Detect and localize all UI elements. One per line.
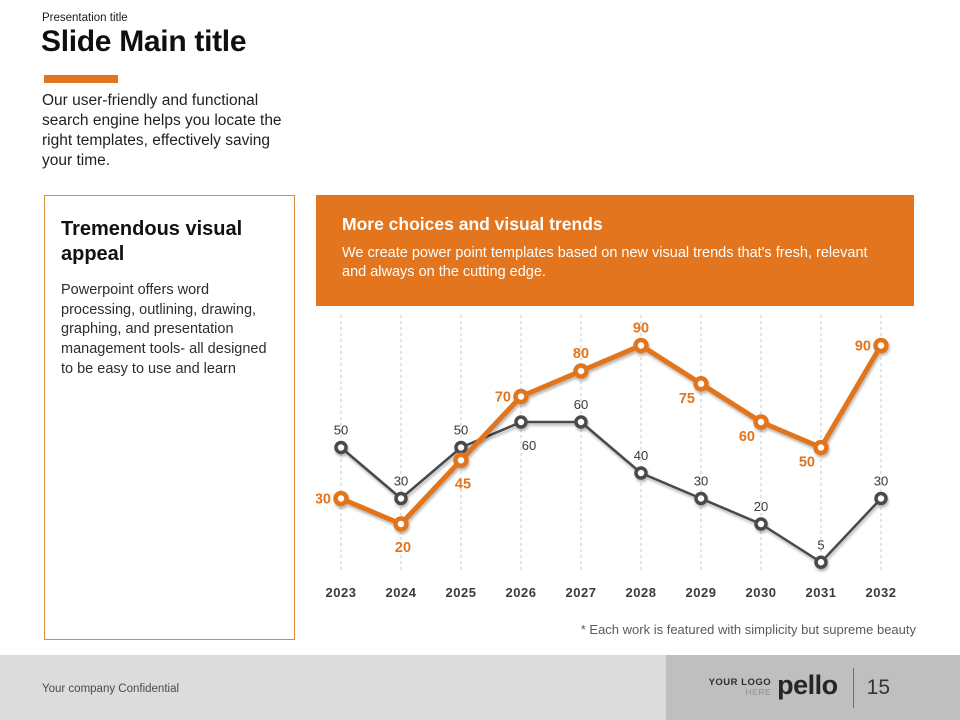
presentation-title: Presentation title [42, 12, 128, 24]
svg-text:2029: 2029 [685, 585, 717, 600]
chart-footnote: * Each work is featured with simplicity but supreme beauty [580, 622, 916, 637]
banner-body: We create power point templates based on new visual trends that's fresh, relevant and always on the cutting edge. [342, 245, 868, 281]
svg-text:5: 5 [817, 537, 825, 553]
footer-strip [0, 655, 960, 720]
svg-text:80: 80 [572, 346, 590, 362]
svg-text:2026: 2026 [505, 585, 537, 600]
logo-placeholder-line1: YOUR LOGO [708, 676, 772, 688]
svg-text:2023: 2023 [325, 585, 357, 600]
footer-divider [853, 668, 854, 708]
logo-placeholder [709, 678, 772, 698]
svg-text:2030: 2030 [745, 585, 777, 600]
svg-text:2027: 2027 [565, 585, 597, 600]
trend-line-chart [316, 310, 916, 605]
svg-text:2024: 2024 [385, 585, 417, 600]
banner-heading: More choices and visual trends [342, 214, 603, 234]
svg-text:20: 20 [753, 499, 769, 514]
svg-text:90: 90 [632, 320, 650, 337]
svg-text:60: 60 [738, 429, 755, 445]
logo-box [666, 655, 960, 720]
trends-banner [316, 195, 914, 306]
svg-text:50: 50 [333, 422, 349, 438]
svg-text:20: 20 [394, 540, 412, 556]
svg-text:30: 30 [873, 473, 889, 489]
svg-text:2028: 2028 [625, 585, 657, 600]
svg-text:30: 30 [393, 473, 409, 489]
confidential-label: Your company Confidential [42, 683, 180, 695]
svg-text:60: 60 [521, 438, 537, 453]
x-axis-labels [326, 585, 897, 600]
svg-text:60: 60 [573, 397, 589, 412]
svg-text:2032: 2032 [865, 585, 897, 600]
card-heading: Tremendous visual appeal [61, 218, 243, 265]
gridlines [341, 315, 881, 572]
slide-title: Slide Main title [41, 25, 247, 58]
svg-text:90: 90 [854, 338, 871, 355]
svg-text:50: 50 [453, 422, 469, 438]
logo-placeholder-line2: HERE [745, 687, 772, 698]
svg-text:50: 50 [798, 454, 815, 471]
svg-text:45: 45 [454, 476, 472, 493]
title-accent-bar [44, 75, 118, 83]
intro-paragraph: Our user-friendly and functional search engine helps you locate the right templates, effectively saving your time. [42, 92, 282, 169]
brand-logo: pello [777, 670, 838, 700]
page-number: 15 [866, 675, 890, 699]
svg-text:75: 75 [678, 390, 695, 407]
svg-text:2031: 2031 [805, 585, 837, 600]
chart-area [316, 310, 916, 605]
svg-text:30: 30 [693, 473, 709, 489]
svg-text:2025: 2025 [445, 585, 477, 600]
svg-text:30: 30 [316, 491, 331, 508]
card-body: Powerpoint offers word processing, outlining, drawing, graphing, and presentation management tools- all designed to be easy to use and learn [61, 282, 267, 377]
visual-appeal-card [44, 195, 295, 640]
orange-series [333, 340, 887, 530]
svg-text:70: 70 [494, 389, 511, 406]
svg-text:40: 40 [633, 448, 649, 463]
